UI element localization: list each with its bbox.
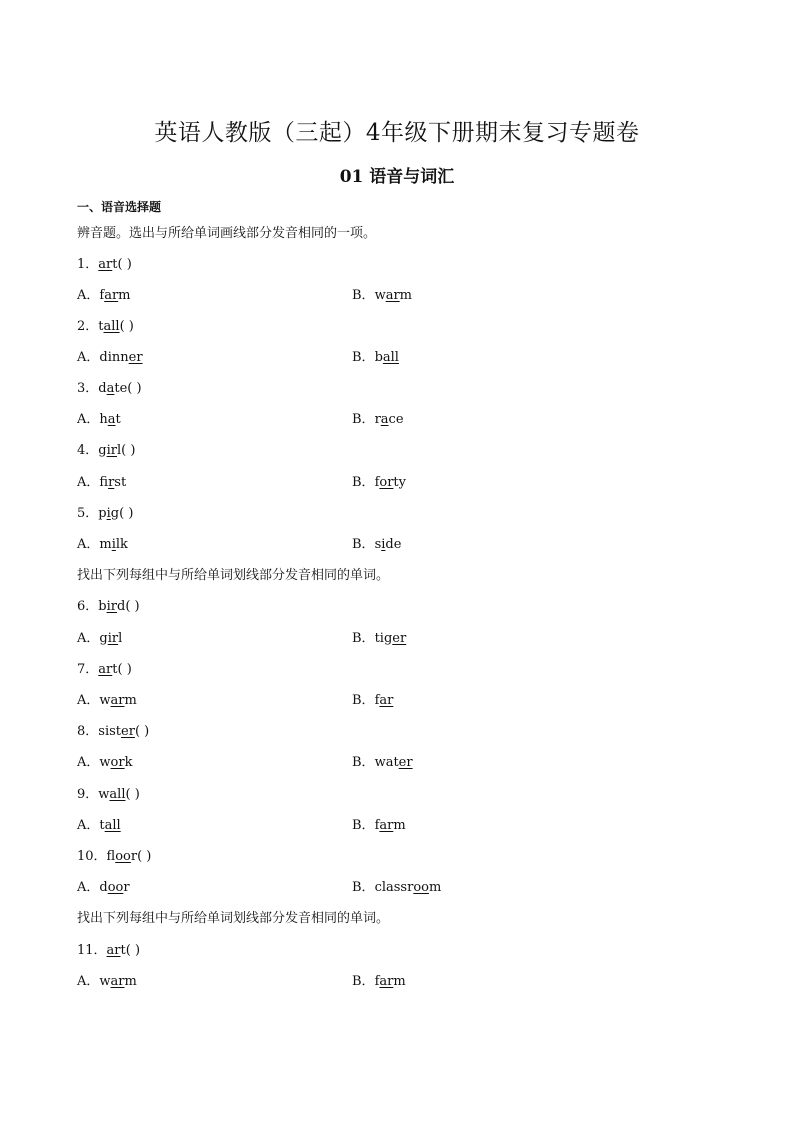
option-b[interactable]: B．forty bbox=[352, 475, 406, 490]
instruction-text: 找出下列每组中与所给单词划线部分发音相同的单词。 bbox=[77, 911, 390, 926]
option-b[interactable]: B．far bbox=[352, 693, 394, 708]
option-b[interactable]: B．farm bbox=[352, 974, 406, 989]
answer-blank[interactable]: ( ) bbox=[125, 943, 141, 958]
answer-blank[interactable]: ( ) bbox=[125, 599, 140, 614]
option-a[interactable]: A．dinner bbox=[77, 350, 143, 365]
question-stem: 1．art( ) bbox=[77, 255, 132, 275]
option-a[interactable]: A．farm bbox=[77, 288, 131, 303]
question-stem: 6．bird( ) bbox=[77, 597, 140, 617]
answer-blank[interactable]: ( ) bbox=[127, 381, 142, 396]
question-stem: 9．wall( ) bbox=[77, 785, 140, 805]
instruction-text: 找出下列每组中与所给单词划线部分发音相同的单词。 bbox=[77, 568, 390, 583]
answer-blank[interactable]: ( ) bbox=[119, 319, 134, 334]
answer-blank[interactable]: ( ) bbox=[119, 506, 134, 521]
answer-blank[interactable]: ( ) bbox=[117, 662, 132, 677]
question-stem: 11．art( ) bbox=[77, 941, 140, 961]
option-a[interactable]: A．warm bbox=[77, 693, 137, 708]
answer-blank[interactable]: ( ) bbox=[125, 787, 140, 802]
option-b[interactable]: B．warm bbox=[352, 288, 412, 303]
page-subtitle: 01 语音与词汇 bbox=[339, 167, 455, 187]
option-a[interactable]: A．hat bbox=[77, 412, 121, 427]
option-b[interactable]: B．water bbox=[352, 755, 413, 770]
option-b[interactable]: B．race bbox=[352, 412, 404, 427]
answer-blank[interactable]: ( ) bbox=[137, 849, 152, 864]
instruction-text: 辨音题。选出与所给单词画线部分发音相同的一项。 bbox=[77, 226, 377, 241]
option-a[interactable]: A．milk bbox=[77, 537, 128, 552]
question-stem: 2．tall( ) bbox=[77, 317, 134, 337]
option-a[interactable]: A．door bbox=[77, 880, 130, 895]
question-stem: 3．date( ) bbox=[77, 379, 142, 399]
option-b[interactable]: B．classroom bbox=[352, 880, 442, 895]
section-heading: 一、语音选择题 bbox=[77, 200, 162, 214]
option-b[interactable]: B．farm bbox=[352, 818, 406, 833]
answer-blank[interactable]: ( ) bbox=[134, 724, 150, 739]
option-a[interactable]: A．girl bbox=[77, 631, 123, 646]
option-a[interactable]: A．work bbox=[77, 755, 133, 770]
option-a[interactable]: A．tall bbox=[77, 818, 121, 833]
question-stem: 8．sister( ) bbox=[77, 722, 149, 742]
page-title: 英语人教版（三起）4年级下册期末复习专题卷 bbox=[154, 120, 640, 146]
question-stem: 7．art( ) bbox=[77, 660, 132, 680]
option-b[interactable]: B．tiger bbox=[352, 631, 407, 646]
answer-blank[interactable]: ( ) bbox=[117, 257, 132, 272]
option-b[interactable]: B．side bbox=[352, 537, 402, 552]
option-a[interactable]: A．warm bbox=[77, 974, 137, 989]
question-stem: 10．floor( ) bbox=[77, 847, 151, 867]
answer-blank[interactable]: ( ) bbox=[121, 443, 136, 458]
question-stem: 4．girl( ) bbox=[77, 441, 135, 461]
option-b[interactable]: B．ball bbox=[352, 350, 399, 365]
question-stem: 5．pig( ) bbox=[77, 504, 133, 524]
option-a[interactable]: A．first bbox=[77, 475, 127, 490]
